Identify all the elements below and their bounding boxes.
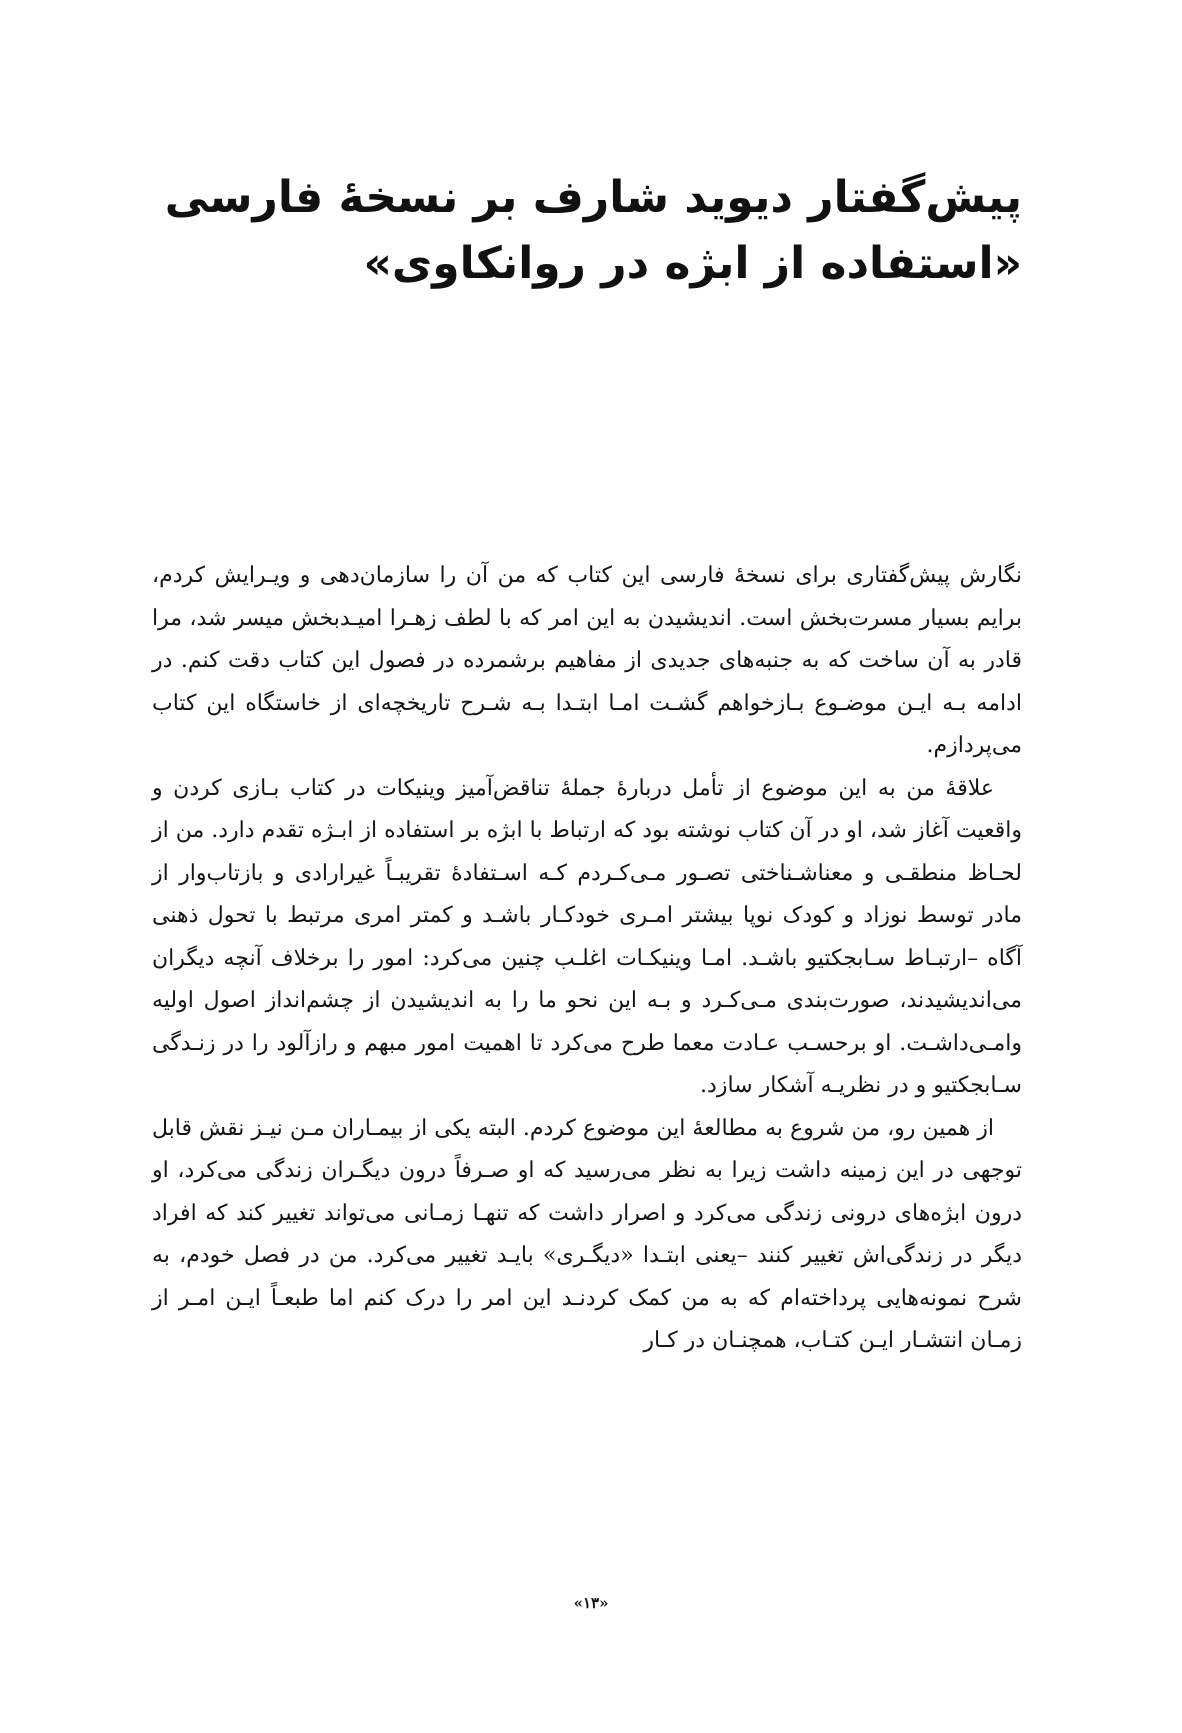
title-line-2: «استفاده از ابژه در روانکاوی» <box>363 238 1022 289</box>
body-text <box>152 555 1022 1363</box>
page-number: «۱۳» <box>573 1594 609 1612</box>
paragraph-1: نگارش پیش‌گفتاری برای نسخهٔ فارسی این کتاب که من آن را سازمان‌دهی و ویـرایش کردم، برایم بسیار مسرت‌بخش است. اندیشیدن به این امر که با لطف زهـرا امیـدبخش میسر شد، مرا قادر به آن ساخت که به جنبه‌های جدیدی از مفاهیم برشمرده در فصول این کتاب دقت کنم. در ادامه بـه ایـن موضـوع بـازخواهم گشـت امـا ابتـدا بـه شـرح تاریخچه‌ای از خاستگاه این کتاب می‌پردازم. <box>152 563 1022 758</box>
title-line-1: پیش‌گفتار دیوید شارف بر نسخهٔ فارسی <box>164 172 1022 223</box>
paragraph-3: از همین رو، من شروع به مطالعهٔ این موضوع کردم. البته یکی از بیمـاران مـن نیـز نقش قابل توجهی در این زمینه داشت زیرا به نظر می‌رسید که او صـرفاً درون دیگـران زندگی می‌کرد، او درون ابژه‌های درونی زندگی می‌کرد و اصرار داشت که تنهـا زمـانی می‌تواند تغییر کند که افراد دیگر در زندگی‌اش تغییر کنند –یعنی ابتـدا «دیگـری» بایـد تغییر می‌کرد. من در فصل خودم، به شرح نمونه‌هایی پرداخته‌ام که به من کمک کردنـد این امر را درک کنم اما طبعـاً ایـن امـر از زمـان انتشـار ایـن کتـاب، همچنـان در کـار <box>152 1115 1022 1353</box>
paragraph-2: علاقهٔ من به این موضوع از تأمل دربارهٔ جملهٔ تناقض‌آمیز وینیکات در کتاب بـازی کردن و واقعیت آغاز شد، او در آن کتاب نوشته بود که ارتباط با ابژه بر استفاده از ابـژه تقدم دارد. من از لحـاظ منطقـی و معناشـناختی تصـور مـی‌کـردم کـه اسـتفادهٔ تقریبـاً غیرارادی و بازتاب‌وار از مادر توسط نوزاد و کودک نوپا بیشتر امـری خودکـار باشـد و کمتر امری مرتبط با تحول ذهنی آگاه –ارتبـاط سـابجکتیو باشـد. امـا وینیکـات اغلـب چنین می‌کرد: امور را برخلاف آنچه دیگران می‌اندیشیدند، صورت‌بندی مـی‌کـرد و بـه این نحو ما را به اندیشیدن از چشم‌انداز اصول اولیه وامـی‌داشـت. او برحسـب عـادت معما طرح می‌کرد تا اهمیت امور مبهم و رازآلود را در زنـدگی سـابجکتیو و در نظریـه آشکار سازد. <box>152 775 1022 1098</box>
chapter-title <box>162 165 1022 297</box>
